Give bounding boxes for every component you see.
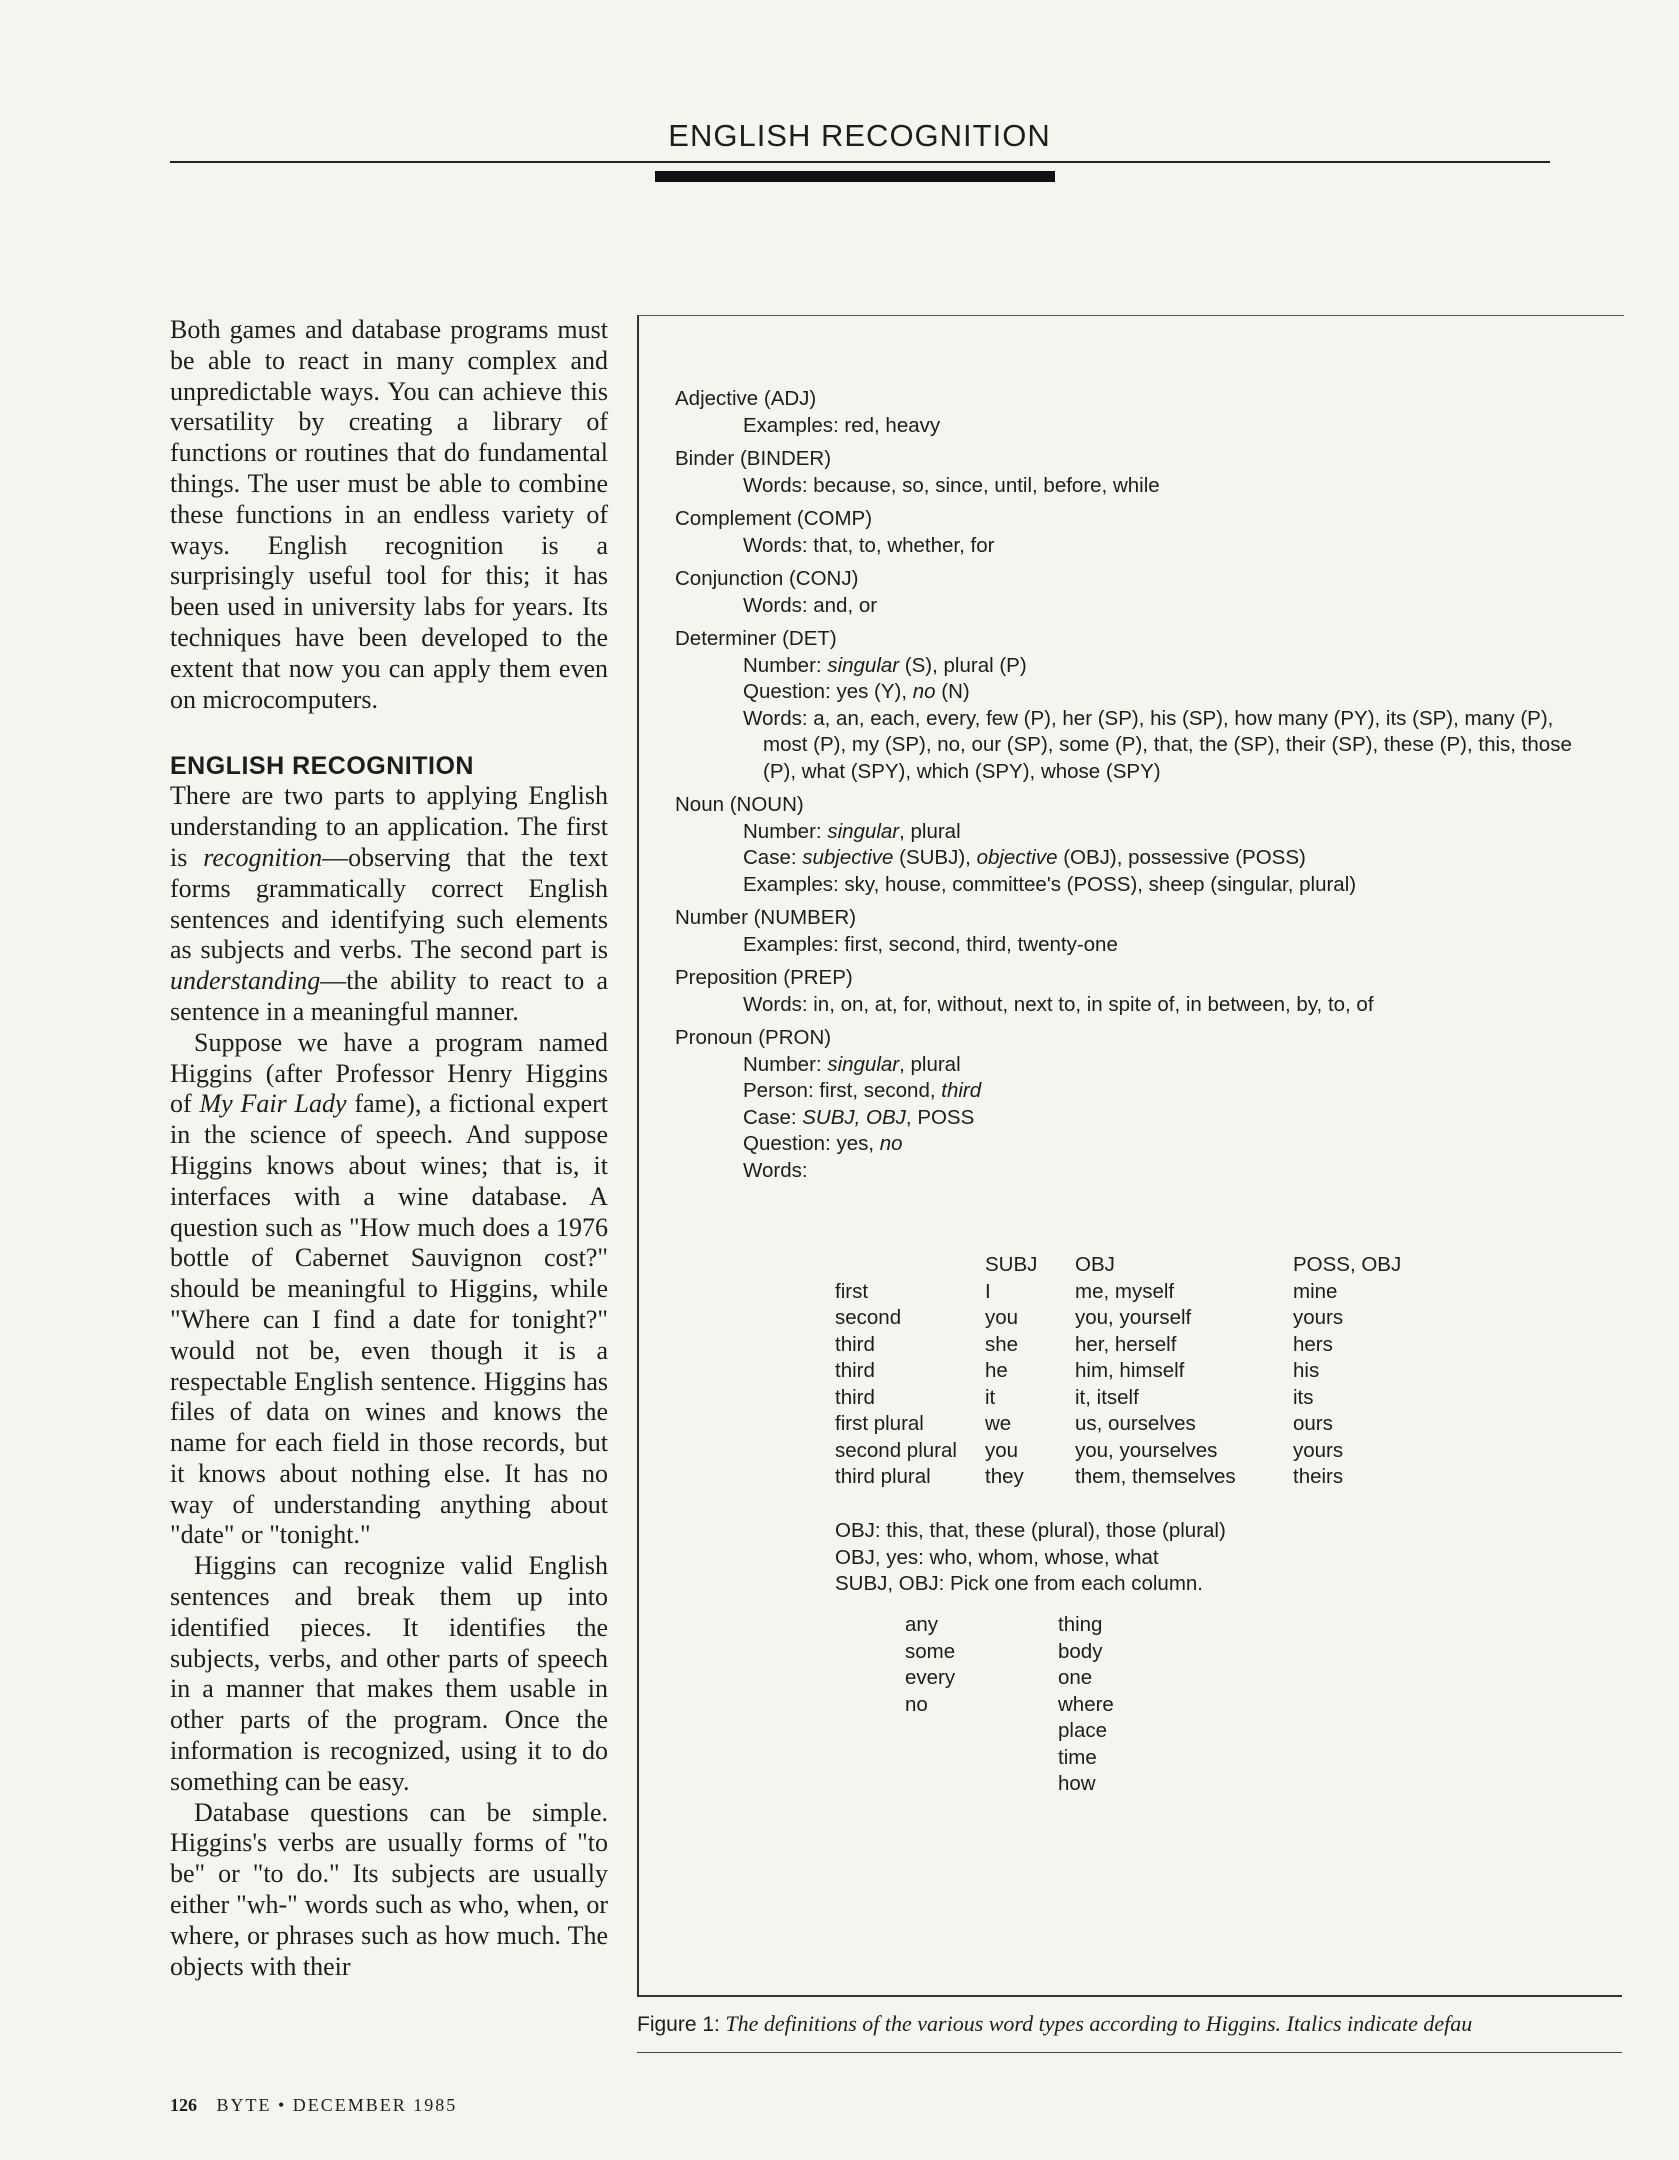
compound-column-prefix: [905, 1612, 955, 1718]
page-number: 126: [170, 2095, 197, 2115]
pronoun-notes: [835, 1518, 1226, 1598]
section-heading: ENGLISH RECOGNITION: [170, 752, 474, 781]
table-row: third he him, himself his: [835, 1359, 1320, 1382]
entry-determiner: Determiner (DET) Number: singular (S), plural (P) Question: yes (Y), no (N) Words: a, an, each, every, few (P), her (SP), his (SP), how many (PY), its (SP), many (P), most (P), my (SP), no, our (SP), some (P), that, the (SP), their (SP), these (P), this, those (P), what (SPY), which (SPY), whose (SPY): [675, 627, 1572, 783]
entry-noun: Noun (NOUN) Number: singular, plural Case: subjective (SUBJ), objective (OBJ), possessive (POSS) Examples: sky, house, committee's (POSS), sheep (singular, plural): [675, 793, 1357, 896]
footer-text: BYTE • DECEMBER 1985: [216, 2095, 458, 2115]
paragraph-2: There are two parts to applying English understanding to an application. The first is recognition—observing that the text forms grammatically correct English sentences and identifying such elements as subjects and verbs. The second part is understanding—the ability to react to a sentence in a meaningful manner.: [170, 781, 609, 1026]
entry-conjunction: Conjunction (CONJ) Words: and, or: [675, 567, 878, 617]
header-bar: [655, 171, 1055, 182]
header-rule: [170, 161, 1550, 163]
paragraph-3: Suppose we have a program named Higgins (after Professor Henry Higgins of My Fair Lady fame), a fictional expert in the science of speech. And suppose Higgins knows about wines; that is, it interfaces with a wine database. A question such as "How much does a 1976 bottle of Cabernet Sauvignon cost?" should be meaningful to Higgins, while "Where can I find a date for tonight?" would not be, even though it is a respectable English sentence. Higgins has files of data on wines and knows the name for each field in those records, but it knows about nothing else. It has no way of understanding anything about "date" or "tonight.": [170, 1027, 608, 1550]
list-item: thing: [1058, 1613, 1103, 1636]
entry-adjective: Adjective (ADJ) Examples: red, heavy: [675, 387, 941, 437]
list-item: how: [1058, 1772, 1096, 1795]
entry-binder: Binder (BINDER) Words: because, so, since, until, before, while: [675, 447, 1160, 497]
figure-bottom-rule: [637, 1995, 1622, 1997]
list-item: no: [905, 1692, 928, 1716]
compound-column-suffix: [1058, 1612, 1114, 1798]
entry-number: Number (NUMBER) Examples: first, second, third, twenty-one: [675, 906, 1118, 956]
caption-text: The definitions of the various word types according to Higgins. Italics indicate defau: [725, 2011, 1473, 2036]
figure-label: Figure 1:: [637, 2013, 720, 2036]
note-line: OBJ: this, that, these (plural), those (plural): [835, 1519, 1226, 1542]
entry-complement: Complement (COMP) Words: that, to, whether, for: [675, 507, 995, 557]
page-footer: [170, 2095, 457, 2116]
figure-definitions: [675, 386, 1595, 1191]
work-title: My Fair Lady: [199, 1089, 347, 1119]
figure-caption: [637, 2011, 1622, 2037]
paragraph-5: Database questions can be simple. Higgins's verbs are usually forms of "to be" or "to do." Its subjects are usually either "wh-" words such as who, when, or where, or phrases such as how much. The objects with their: [170, 1797, 608, 1981]
table-row: third plural they them, themselves theirs: [835, 1465, 1344, 1488]
list-item: place: [1058, 1719, 1108, 1742]
article-column: [170, 315, 608, 1982]
list-item: one: [1058, 1666, 1093, 1689]
note-line: SUBJ, OBJ: Pick one from each column.: [835, 1572, 1203, 1595]
list-item: every: [905, 1666, 956, 1689]
term-recognition: recognition: [203, 842, 323, 872]
table-row: third it it, itself its: [835, 1385, 1314, 1409]
paragraph-4: Higgins can recognize valid English sentences and break them up into identified pieces. It identifies the subjects, verbs, and other parts of speech in a manner that makes them usable in other parts of the program. Once the information is recognized, using it to do something can be easy.: [170, 1551, 608, 1796]
pronoun-table-header: SUBJ OBJ POSS, OBJ: [985, 1253, 1402, 1276]
caption-rule: [637, 2052, 1622, 2053]
entry-preposition: Preposition (PREP) Words: in, on, at, for, without, next to, in spite of, in between, by, to, of: [675, 966, 1374, 1016]
term-understanding: understanding: [170, 966, 321, 996]
list-item: body: [1058, 1639, 1103, 1663]
table-row: first plural we us, ourselves ours: [835, 1412, 1333, 1435]
table-row: third she her, herself hers: [835, 1332, 1333, 1356]
entry-pronoun: Pronoun (PRON) Number: singular, plural Person: first, second, third Case: SUBJ, OBJ, POSS Question: yes, no Words:: [675, 1026, 982, 1182]
table-row: first I me, myself mine: [835, 1279, 1338, 1303]
note-line: OBJ, yes: who, whom, whose, what: [835, 1545, 1159, 1569]
table-row: second plural you you, yourselves yours: [835, 1438, 1344, 1462]
list-item: time: [1058, 1745, 1097, 1769]
list-item: some: [905, 1639, 956, 1663]
running-header: ENGLISH RECOGNITION: [668, 118, 1051, 153]
list-item: any: [905, 1613, 939, 1636]
pronoun-table: [835, 1252, 1401, 1491]
list-item: where: [1058, 1692, 1114, 1716]
paragraph-1: Both games and database programs must be able to react in many complex and unpredictable ways. You can achieve this versatility by creating a library of functions or routines that do fundamental things. The user must be able to combine these functions in an endless variety of ways. English recognition is a surprisingly useful tool for this; it has been used in university labs for years. Its techniques have been developed to the extent that now you can apply them even on microcomputers.: [170, 315, 608, 714]
table-row: second you you, yourself yours: [835, 1306, 1344, 1329]
